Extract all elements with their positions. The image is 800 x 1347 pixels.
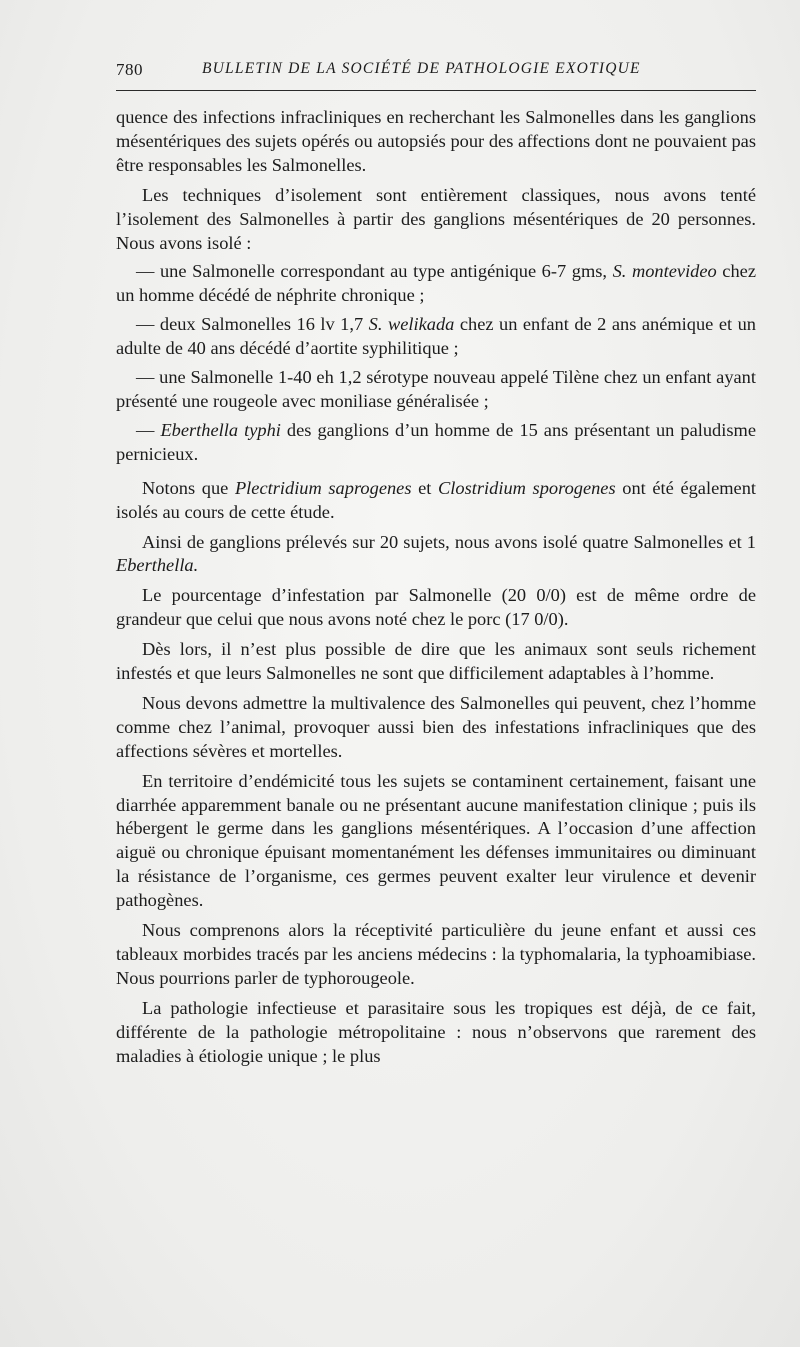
paragraph-2: Les techniques d’isolement sont entièrement classiques, nous avons tenté l’isolement des Salmonelles à partir des ganglions mésentériques de 20 personnes. Nous avons isolé : <box>116 184 756 253</box>
list-item-2-text-b: chez un enfant de 2 ans anémique et un adulte de 40 ans décédé d’aortite syphilitique ; <box>116 314 756 359</box>
paragraph-3-text-b: et <box>411 477 439 498</box>
list-item-2 <box>116 313 756 361</box>
paragraph-1: quence des infections infracliniques en recherchant les Salmonelles dans les ganglions mésentériques des sujets opérés ou autopsiés pour des affections dont ne pouvaient pas être responsables les Salmonelles. <box>116 107 756 175</box>
list-item-1 <box>116 260 756 308</box>
list-item-2-text-a: — deux Salmonelles 16 lv 1,7 <box>136 314 369 335</box>
page-header <box>116 60 756 84</box>
paragraph-5: Le pourcentage d’infestation par Salmonelle (20 0/0) est de même ordre de grandeur que celui que nous avons noté chez le porc (17 0/0). <box>116 585 756 630</box>
paragraph-6: Dès lors, il n’est plus possible de dire que les animaux sont seuls richement infestés et que leurs Salmonelles ne sont que difficilement adaptables à l’homme. <box>116 639 756 684</box>
paragraph-4-species: Eberthella. <box>116 555 199 576</box>
paragraph-3 <box>116 477 756 525</box>
header-rule <box>116 90 756 91</box>
paragraph-4 <box>116 531 756 579</box>
paragraph-7: Nous devons admettre la multivalence des Salmonelles qui peuvent, chez l’homme comme chez l’animal, provoquer aussi bien des infestations infracliniques que des affections sévères et mortelles. <box>116 692 756 761</box>
paragraph-8: En territoire d’endémicité tous les sujets se contaminent certainement, faisant une diarrhée apparemment banale ou ne présentant aucune manifestation clinique ; puis ils hébergent le germe dans les ganglions mésentériques. A l’occasion d’une affection aiguë ou chronique épuisant momentanément les défenses immunitaires ou diminuant la résistance de l’organisme, ces germes peuvent exalter leur virulence et devenir pathogènes. <box>116 770 756 911</box>
paragraph-10: La pathologie infectieuse et parasitaire sous les tropiques est déjà, de ce fait, différente de la pathologie métropolitaine : nous n’observons que rarement des maladies à étiologie unique ; le plus <box>116 997 756 1066</box>
paragraph-9: Nous comprenons alors la réceptivité particulière du jeune enfant et aussi ces tableaux morbides tracés par les anciens médecins : la typhomalaria, la typhoamibiase. Nous pourrions parler de typhorougeole. <box>116 920 756 988</box>
page-number: 780 <box>116 60 143 79</box>
list-item-1-species: S. montevideo <box>612 261 717 282</box>
list-item-4-text-a: — <box>136 419 161 440</box>
list-item-3: — une Salmonelle 1-40 eh 1,2 sérotype nouveau appelé Tilène chez un enfant ayant présenté une rougeole avec moniliase généralisée ; <box>116 367 756 411</box>
article-body <box>116 106 756 1069</box>
paragraph-4-text-a: Ainsi de ganglions prélevés sur 20 sujets, nous avons isolé quatre Salmonelles et 1 <box>142 531 756 552</box>
list-item-2-species: S. welikada <box>368 314 455 335</box>
list-item-1-text-b: chez un homme décédé de néphrite chronique ; <box>116 261 756 306</box>
list-item-1-text-a: — une Salmonelle correspondant au type antigénique 6-7 gms, <box>136 261 613 282</box>
paragraph-3-species-1: Plectridium saprogenes <box>234 477 412 498</box>
paragraph-3-text-c: ont été également isolés au cours de cette étude. <box>116 477 757 522</box>
list-item-4-species: Eberthella typhi <box>160 419 281 440</box>
list-item-4 <box>116 419 756 467</box>
paragraph-3-species-2: Clostridium sporogenes <box>438 477 616 498</box>
list-item-4-text-b: des ganglions d’un homme de 15 ans présentant un paludisme pernicieux. <box>116 419 756 464</box>
paragraph-3-text-a: Notons que <box>142 477 235 498</box>
running-title: BULLETIN DE LA SOCIÉTÉ DE PATHOLOGIE EXOTIQUE <box>202 60 641 77</box>
